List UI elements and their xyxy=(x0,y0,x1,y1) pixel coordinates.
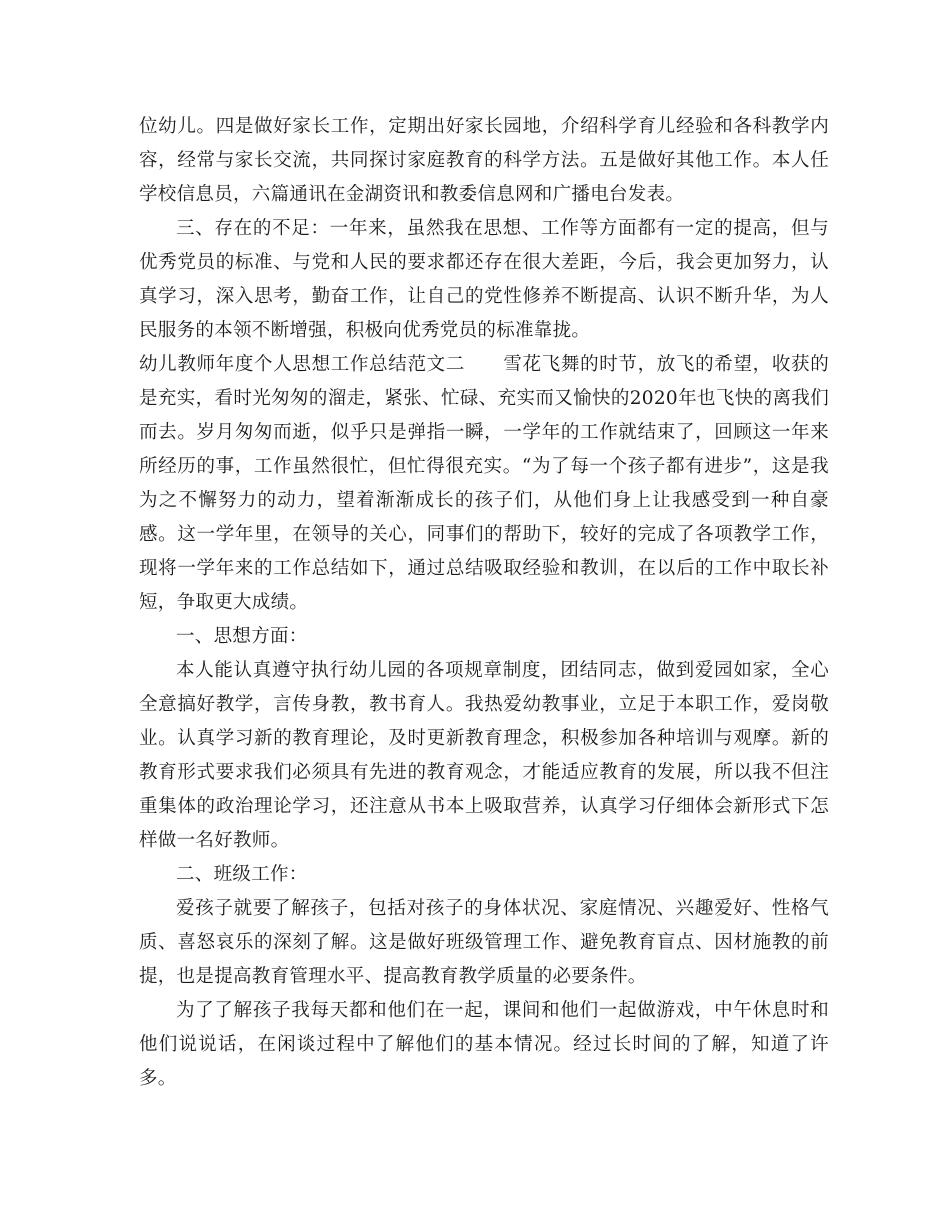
paragraph: 三、存在的不足：一年来，虽然我在思想、工作等方面都有一定的提高，但与优秀党员的标准、与党和人民的要求都还存在很大差距，今后，我会更加努力，认真学习，深入思考，勤奋工作，让自己的党性修养不断提高、认识不断升华，为人民服务的本领不断增强，积极向优秀党员的标准靠拢。 xyxy=(139,218,829,341)
section-heading: 二、班级工作： xyxy=(176,864,308,885)
document-body xyxy=(139,110,829,1096)
paragraph: 爱孩子就要了解孩子，包括对孩子的身体状况、家庭情况、兴趣爱好、性格气质、喜怒哀乐的深刻了解。这是做好班级管理工作、避免教育盲点、因材施教的前提，也是提高教育管理水平、提高教育教学质量的必要条件。 xyxy=(139,898,829,987)
paragraph: 幼儿教师年度个人思想工作总结范文二 雪花飞舞的时节，放飞的希望，收获的是充实，看时光匆匆的溜走，紧张、忙碌、充实而又愉快的2020年也飞快的离我们而去。岁月匆匆而逝，似乎只是弹指一瞬，一学年的工作就结束了，回顾这一年来所经历的事，工作虽然很忙，但忙得很充实。“为了每一个孩子都有进步”，这是我为之不懈努力的动力，望着渐渐成长的孩子们，从他们身上让我感受到一种自豪感。这一学年里，在领导的关心，同事们的帮助下，较好的完成了各项教学工作，现将一学年来的工作总结如下，通过总结吸取经验和教训，在以后的工作中取长补短，争取更大成绩。 xyxy=(139,354,829,613)
section-heading: 一、思想方面： xyxy=(176,626,308,647)
paragraph: 本人能认真遵守执行幼儿园的各项规章制度，团结同志，做到爱园如家，全心全意搞好教学，言传身教，教书育人。我热爱幼教事业，立足于本职工作，爱岗敬业。认真学习新的教育理论，及时更新教育理念，积极参加各种培训与观摩。新的教育形式要求我们必须具有先进的教育观念，才能适应教育的发展，所以我不但注重集体的政治理论学习，还注意从书本上吸取营养，认真学习仔细体会新形式下怎样做一名好教师。 xyxy=(139,660,829,851)
paragraph: 为了了解孩子我每天都和他们在一起，课间和他们一起做游戏，中午休息时和他们说说话，在闲谈过程中了解他们的基本情况。经过长时间的了解，知道了许多。 xyxy=(139,1000,829,1089)
paragraph: 位幼儿。四是做好家长工作，定期出好家长园地，介绍科学育儿经验和各科教学内容，经常与家长交流，共同探讨家庭教育的科学方法。五是做好其他工作。本人任学校信息员，六篇通讯在金湖资讯和教委信息网和广播电台发表。 xyxy=(139,116,829,205)
